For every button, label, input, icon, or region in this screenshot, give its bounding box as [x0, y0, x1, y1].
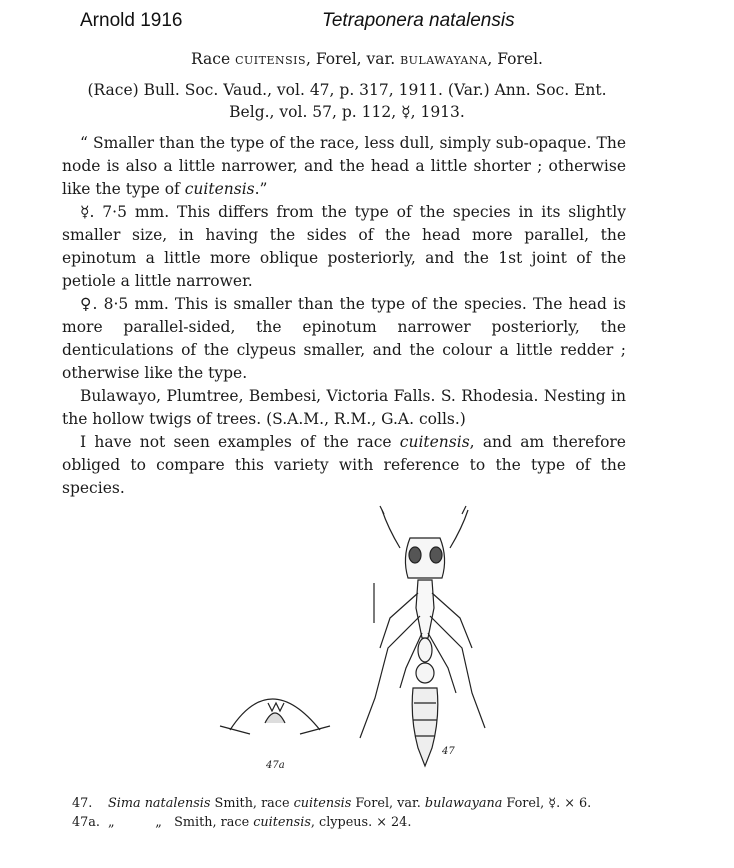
- leg-mid-left: [360, 616, 420, 738]
- caption-race: cuitensis: [253, 815, 311, 830]
- leg-front-right: [432, 593, 472, 648]
- paragraph-localities: Bulawayo, Plumtree, Bembesi, Victoria Falls. S. Rhodesia. Nesting in the hollow twigs of trees. (S.A.M., R.M., G.A. colls.): [62, 387, 626, 428]
- race-title: [0, 50, 734, 68]
- header-author-year: Arnold 1916: [80, 10, 183, 31]
- figure-label-47a: 47a: [266, 760, 285, 771]
- caption-line-47a: [72, 813, 672, 832]
- caption-text: Smith, race: [210, 796, 294, 811]
- paragraph-remark-italic: cuitensis: [399, 433, 470, 451]
- ant-postpetiole: [416, 663, 434, 683]
- race-mid: , Forel, var.: [306, 50, 401, 68]
- description-body: [62, 132, 626, 500]
- caption-genus: Sima natalensis: [108, 796, 211, 811]
- caption-text: Smith, race: [161, 815, 254, 830]
- paragraph-remark: [62, 431, 626, 500]
- eye-right: [430, 547, 442, 563]
- ant-petiole: [418, 638, 432, 662]
- antenna-right: [450, 510, 468, 548]
- paragraph-female: ♀. 8·5 mm. This is smaller than the type of the species. The head is more parallel-sided, the epinotum narrower posteriorly, the denticulations of the clypeus smaller, and the colour a little redder ; otherwise like the type.: [62, 295, 626, 382]
- leg-hind-right: [428, 633, 456, 693]
- paragraph-remark-end: , and am therefore obliged to compare this variety with reference to the type of the species.: [62, 433, 626, 497]
- reference-line-2: Belg., vol. 57, p. 112, ☿, 1913.: [229, 103, 465, 121]
- caption-number: 47.: [72, 796, 93, 811]
- race-prefix: Race: [191, 50, 236, 68]
- caption-variety: bulawayana: [424, 796, 503, 811]
- ant-gaster: [412, 688, 438, 766]
- caption-text: Forel, ☿. × 6.: [502, 796, 592, 811]
- paragraph-remark-text: I have not seen examples of the race: [80, 433, 400, 451]
- header-species-name: Tetraponera natalensis: [322, 10, 515, 31]
- figure-caption: [72, 794, 672, 832]
- paragraph-quote: [62, 132, 626, 201]
- variety-name: bulawayana: [400, 50, 488, 68]
- ant-thorax: [416, 580, 434, 638]
- caption-line-47: [72, 794, 672, 813]
- leg-front-left: [380, 593, 418, 648]
- caption-text: Forel, var.: [351, 796, 425, 811]
- paragraph-worker: ☿. 7·5 mm. This differs from the type of the species in its slightly smaller size, in having the sides of the head more parallel, the epinotum a little more oblique posteriorly, and the 1st joint of the petiole a little narrower.: [62, 203, 626, 290]
- bibliographic-reference: [62, 79, 632, 123]
- figure-label-47: 47: [442, 746, 455, 757]
- antenna-left: [382, 510, 400, 548]
- caption-number: 47a.: [72, 815, 100, 830]
- caption-race: cuitensis: [293, 796, 352, 811]
- race-suffix: , Forel.: [487, 50, 543, 68]
- paragraph-quote-end: .”: [254, 180, 268, 198]
- eye-left: [409, 547, 421, 563]
- paragraph-quote-italic: cuitensis: [184, 180, 255, 198]
- caption-ditto: „ „: [108, 815, 162, 830]
- reference-line-1: (Race) Bull. Soc. Vaud., vol. 47, p. 317, 1911. (Var.) Ann. Soc. Ent.: [87, 81, 607, 99]
- caption-text: , clypeus. × 24.: [310, 815, 412, 830]
- ant-illustration: [210, 498, 510, 778]
- paragraph-quote-text: “ Smaller than the type of the race, less dull, simply sub-opaque. The node is also a little narrower, and the head a little shorter ; otherwise like the type of: [62, 134, 626, 198]
- race-name: cuitensis: [235, 50, 307, 68]
